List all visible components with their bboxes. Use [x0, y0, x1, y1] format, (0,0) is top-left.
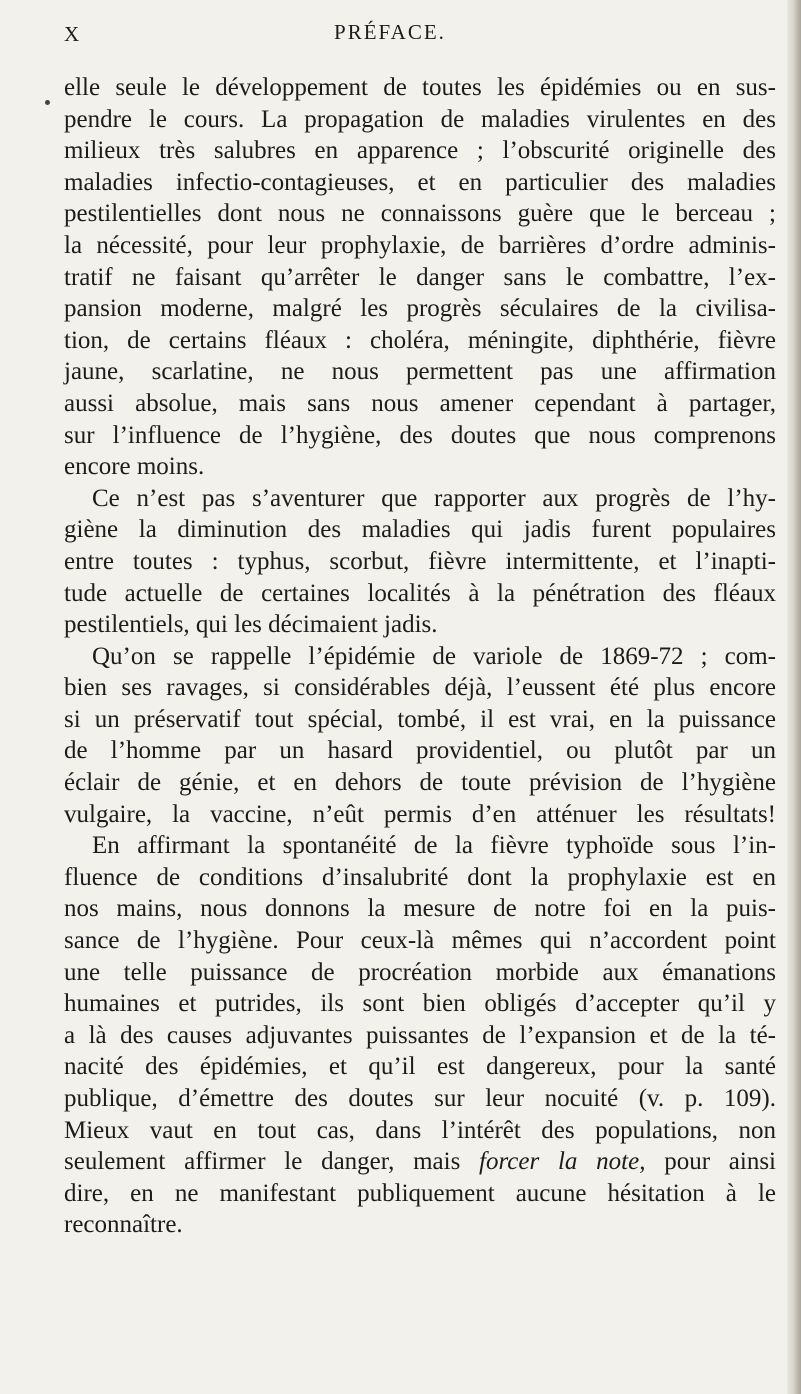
text-line: vulgaire, la vaccine, n’eût permis d’en atténuer les résultats! — [64, 800, 776, 828]
paragraph-start-line: Qu’on se rappelle l’épidémie de variole de 1869-72 ; com- — [92, 642, 776, 670]
text-line: entre toutes : typhus, scorbut, fièvre intermittente, et l’inapti- — [64, 547, 776, 575]
text-line: elle seule le développement de toutes les épidémies ou en sus- — [64, 74, 776, 101]
text-line: tude actuelle de certaines localités à la pénétration des fléaux — [64, 579, 776, 607]
text-line: tion, de certains fléaux : choléra, méningite, diphthérie, fièvre — [64, 326, 776, 354]
text-line: milieux très salubres en apparence ; l’obscurité originelle des — [64, 137, 776, 165]
text-line: maladies infectio-contagieuses, et en particulier des maladies — [64, 168, 776, 196]
running-title: PRÉFACE. — [334, 20, 446, 44]
page-number: X — [64, 22, 81, 46]
paragraph-start-line: En affirmant la spontanéité de la fièvre typhoïde sous l’in- — [92, 832, 776, 860]
text-line: tratif ne faisant qu’arrêter le danger sans le combattre, l’ex- — [64, 263, 776, 291]
text-line: humaines et putrides, ils sont bien obligés d’accepter qu’il y — [64, 990, 776, 1018]
text-line: si un préservatif tout spécial, tombé, il est vrai, en la puissance — [64, 705, 776, 733]
text-line: giène la diminution des maladies qui jadis furent populaires — [64, 516, 776, 544]
text-line: pendre le cours. La propagation de maladies virulentes en des — [64, 105, 776, 133]
line-pre-text: seulement affirmer le danger, mais — [64, 1148, 480, 1176]
text-line: nacité des épidémies, et qu’il est dangereux, pour la santé — [64, 1053, 776, 1081]
text-line: sur l’influence de l’hygiène, des doutes que nous comprenons — [64, 421, 776, 449]
italic-phrase: forcer la note, — [479, 1148, 646, 1176]
text-line: Mieux vaut en tout cas, dans l’intérêt des populations, non — [64, 1116, 776, 1144]
text-line: une telle puissance de procréation morbide aux émanations — [64, 958, 776, 986]
page-edge-shadow — [787, 0, 801, 1394]
text-line: sance de l’hygiène. Pour ceux-là mêmes qui n’accordent point — [64, 927, 776, 955]
margin-dot-mark — [45, 100, 50, 105]
text-line: éclair de génie, et en dehors de toute prévision de l’hygiène — [64, 769, 776, 797]
text-line: pansion moderne, malgré les progrès séculaires de la civilisa- — [64, 295, 776, 323]
text-line: fluence de conditions d’insalubrité dont la prophylaxie est en — [64, 863, 776, 891]
text-line: pestilentiels, qui les décimaient jadis. — [64, 611, 438, 639]
text-line: encore moins. — [64, 453, 205, 481]
text-line: bien ses ravages, si considérables déjà, l’eussent été plus encore — [64, 674, 776, 702]
text-line: pestilentielles dont nous ne connaissons guère que le berceau ; — [64, 200, 776, 228]
text-line-with-italic — [64, 1146, 776, 1178]
text-line: de l’homme par un hasard providentiel, ou plutôt par un — [64, 737, 776, 765]
line-post-text: pour ainsi — [645, 1148, 776, 1176]
text-line: la nécessité, pour leur prophylaxie, de barrières d’ordre adminis- — [64, 231, 776, 259]
text-line: dire, en ne manifestant publiquement aucune hésitation à le — [64, 1179, 776, 1207]
preface-body-text — [64, 72, 776, 1241]
text-line: a là des causes adjuvantes puissantes de l’expansion et de la té- — [64, 1021, 776, 1049]
text-line: nos mains, nous donnons la mesure de notre foi en la puis- — [64, 895, 776, 923]
text-line: aussi absolue, mais sans nous amener cependant à partager, — [64, 389, 776, 417]
text-line: publique, d’émettre des doutes sur leur nocuité (v. p. 109). — [64, 1085, 776, 1112]
paragraph-start-line: Ce n’est pas s’aventurer que rapporter aux progrès de l’hy- — [92, 484, 776, 512]
text-line: reconnaître. — [64, 1211, 183, 1239]
page-header — [0, 10, 801, 46]
text-line: jaune, scarlatine, ne nous permettent pas une affirmation — [64, 358, 776, 386]
